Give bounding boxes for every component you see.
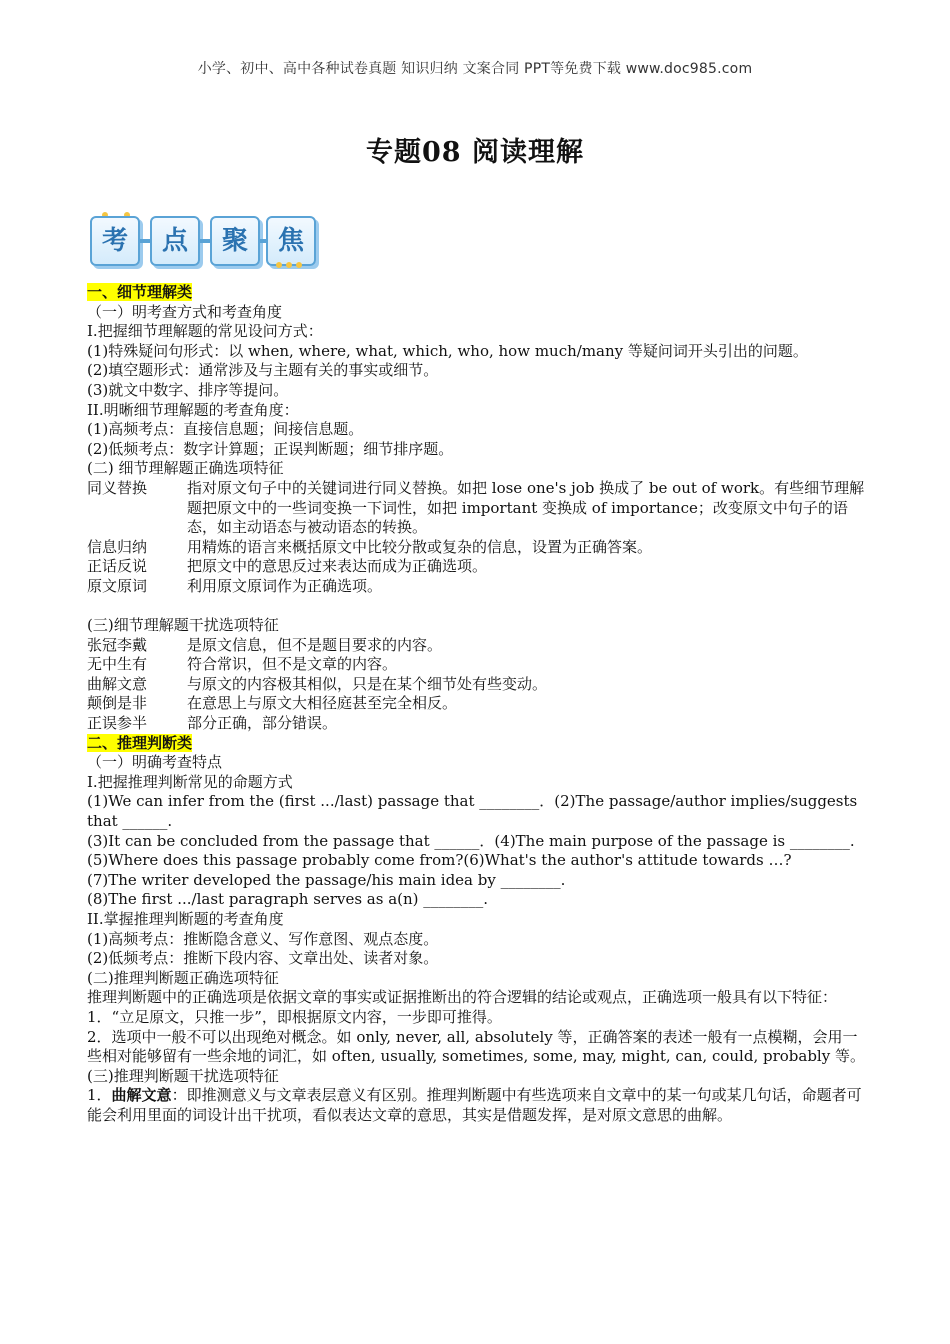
paragraph-line: II.明晰细节理解题的考查角度：	[87, 400, 299, 419]
paragraph: 1．“立足原文，只推一步”，即根据原文内容，一步即可推得。	[87, 1007, 502, 1026]
term-row	[87, 577, 867, 597]
paragraph-line: (1)高频考点：直接信息题；间接信息题。	[87, 420, 364, 439]
paragraph-line: (1)特殊疑问句形式：以 when, where, what, which, who, how much/many 等疑问词开头引出的问题。	[87, 341, 808, 360]
term-row	[87, 714, 867, 734]
term-label: 正误参半	[87, 714, 148, 733]
paragraph-line: (7)The writer developed the passage/his main idea by ________.	[87, 870, 566, 889]
paragraph-line: (5)Where does this passage probably come from?(6)What's the author's attitude towards …?	[87, 851, 792, 870]
term-label: 原文原词	[87, 576, 148, 595]
decor-dot	[276, 262, 282, 268]
term-description: 指对原文句子中的关键词进行同义替换。如把 lose one's job 换成了 be out of work。有些细节理解题把原文中的一些词变换一下词性，如把 important 变换成 of importance；改变原文中句子的语态，如主动语态与被动语态的转换。	[187, 478, 865, 537]
paragraph-line: II.掌握推理判断题的考查角度	[87, 910, 284, 928]
term-label: 颠倒是非	[87, 694, 148, 713]
paragraph: 2．选项中一般不可以出现绝对概念。如 only, never, all, absolutely 等，正确答案的表述一般有一点模糊，会用一些相对能够留有一些余地的词汇，如 often, usually, sometimes, some, may, might, can, could, probably 等。	[87, 1027, 865, 1066]
badge-jiao: 焦	[266, 216, 316, 266]
term-row	[87, 538, 867, 558]
term-row	[87, 636, 867, 656]
badge-kao: 考	[90, 216, 140, 266]
term-description: 利用原文原词作为正确选项。	[187, 576, 383, 595]
paragraph-line: (2)低频考点：推断下段内容、文章出处、读者对象。	[87, 949, 439, 968]
paragraph-line: (8)The first .../last paragraph serves as a(n) ________.	[87, 890, 489, 909]
paragraph-line: (2)低频考点：数字计算题；正误判断题；细节排序题。	[87, 439, 454, 458]
paragraph-line: (2)填空题形式：通常涉及与主题有关的事实或细节。	[87, 361, 439, 380]
term-row	[87, 655, 867, 675]
term-label: 正话反说	[87, 557, 148, 576]
kaodian-jujiao-banner	[90, 212, 330, 268]
term-description: 用精炼的语言来概括原文中比较分散或复杂的信息，设置为正确答案。	[187, 537, 653, 556]
term-row	[87, 694, 867, 714]
term-label: 同义替换	[87, 478, 148, 497]
term-description: 部分正确，部分错误。	[187, 714, 338, 733]
item-number: 1．	[87, 1086, 112, 1105]
subheading: (三)推理判断题干扰选项特征	[87, 1066, 279, 1085]
term-description: 符合常识，但不是文章的内容。	[187, 655, 398, 674]
bold-term: 曲解文意	[111, 1086, 172, 1105]
badge-dian: 点	[150, 216, 200, 266]
paragraph: 推理判断题中的正确选项是依据文章的事实或证据推断出的符合逻辑的结论或观点，正确选项一般具有以下特征：	[87, 988, 838, 1007]
term-label: 无中生有	[87, 655, 148, 674]
decor-dot	[296, 262, 302, 268]
term-row	[87, 675, 867, 695]
term-description: 在意思上与原文大相径庭甚至完全相反。	[187, 694, 458, 713]
term-label: 张冠李戴	[87, 635, 148, 654]
paragraph-line: (3)就文中数字、排序等提问。	[87, 380, 289, 399]
paragraph-line: (1)高频考点：推断隐含意义、写作意图、观点态度。	[87, 929, 439, 948]
term-description: 是原文信息，但不是题目要求的内容。	[187, 635, 443, 654]
document-body	[87, 283, 867, 1126]
item-text: ：即推测意义与文章表层意义有区别。推理判断题中有些选项来自文章中的某一句或某几句话，命题者可能会利用里面的词设计出干扰项，看似表达文章的意思，其实是借题发挥，是对原文意思的曲解。	[87, 1086, 862, 1124]
term-row	[87, 557, 867, 577]
subheading: （一）明确考查特点	[87, 753, 223, 772]
paragraph	[87, 1086, 867, 1125]
paragraph-line: I.把握细节理解题的常见设问方式：	[87, 322, 323, 341]
subheading: (二)推理判断题正确选项特征	[87, 968, 279, 987]
paragraph-line: I.把握推理判断常见的命题方式	[87, 772, 293, 791]
badge-ju: 聚	[210, 216, 260, 266]
paragraph-line: (1)We can infer from the (first .../last) passage that ________．(2)The passage/author implies/suggests that ______.	[87, 792, 858, 831]
subheading: (二) 细节理解题正确选项特征	[87, 459, 284, 478]
subheading: (三)细节理解题干扰选项特征	[87, 616, 279, 635]
term-label: 曲解文意	[87, 674, 148, 693]
document-title: 专题08 阅读理解	[366, 137, 584, 168]
page-header: 小学、初中、高中各种试卷真题 知识归纳 文案合同 PPT等免费下载 www.doc985.com	[197, 61, 753, 77]
section-heading-inference: 二、推理判断类	[87, 733, 193, 752]
paragraph-line: (3)It can be concluded from the passage that ______．(4)The main purpose of the passage is ________.	[87, 831, 855, 850]
subheading: （一）明考查方式和考查角度	[87, 302, 283, 321]
term-description: 与原文的内容极其相似，只是在某个细节处有些变动。	[187, 674, 548, 693]
decor-dot	[286, 262, 292, 268]
term-row	[87, 479, 867, 538]
term-label: 信息归纳	[87, 537, 148, 556]
term-description: 把原文中的意思反过来表达而成为正确选项。	[187, 557, 488, 576]
section-heading-detail: 一、细节理解类	[87, 283, 193, 301]
